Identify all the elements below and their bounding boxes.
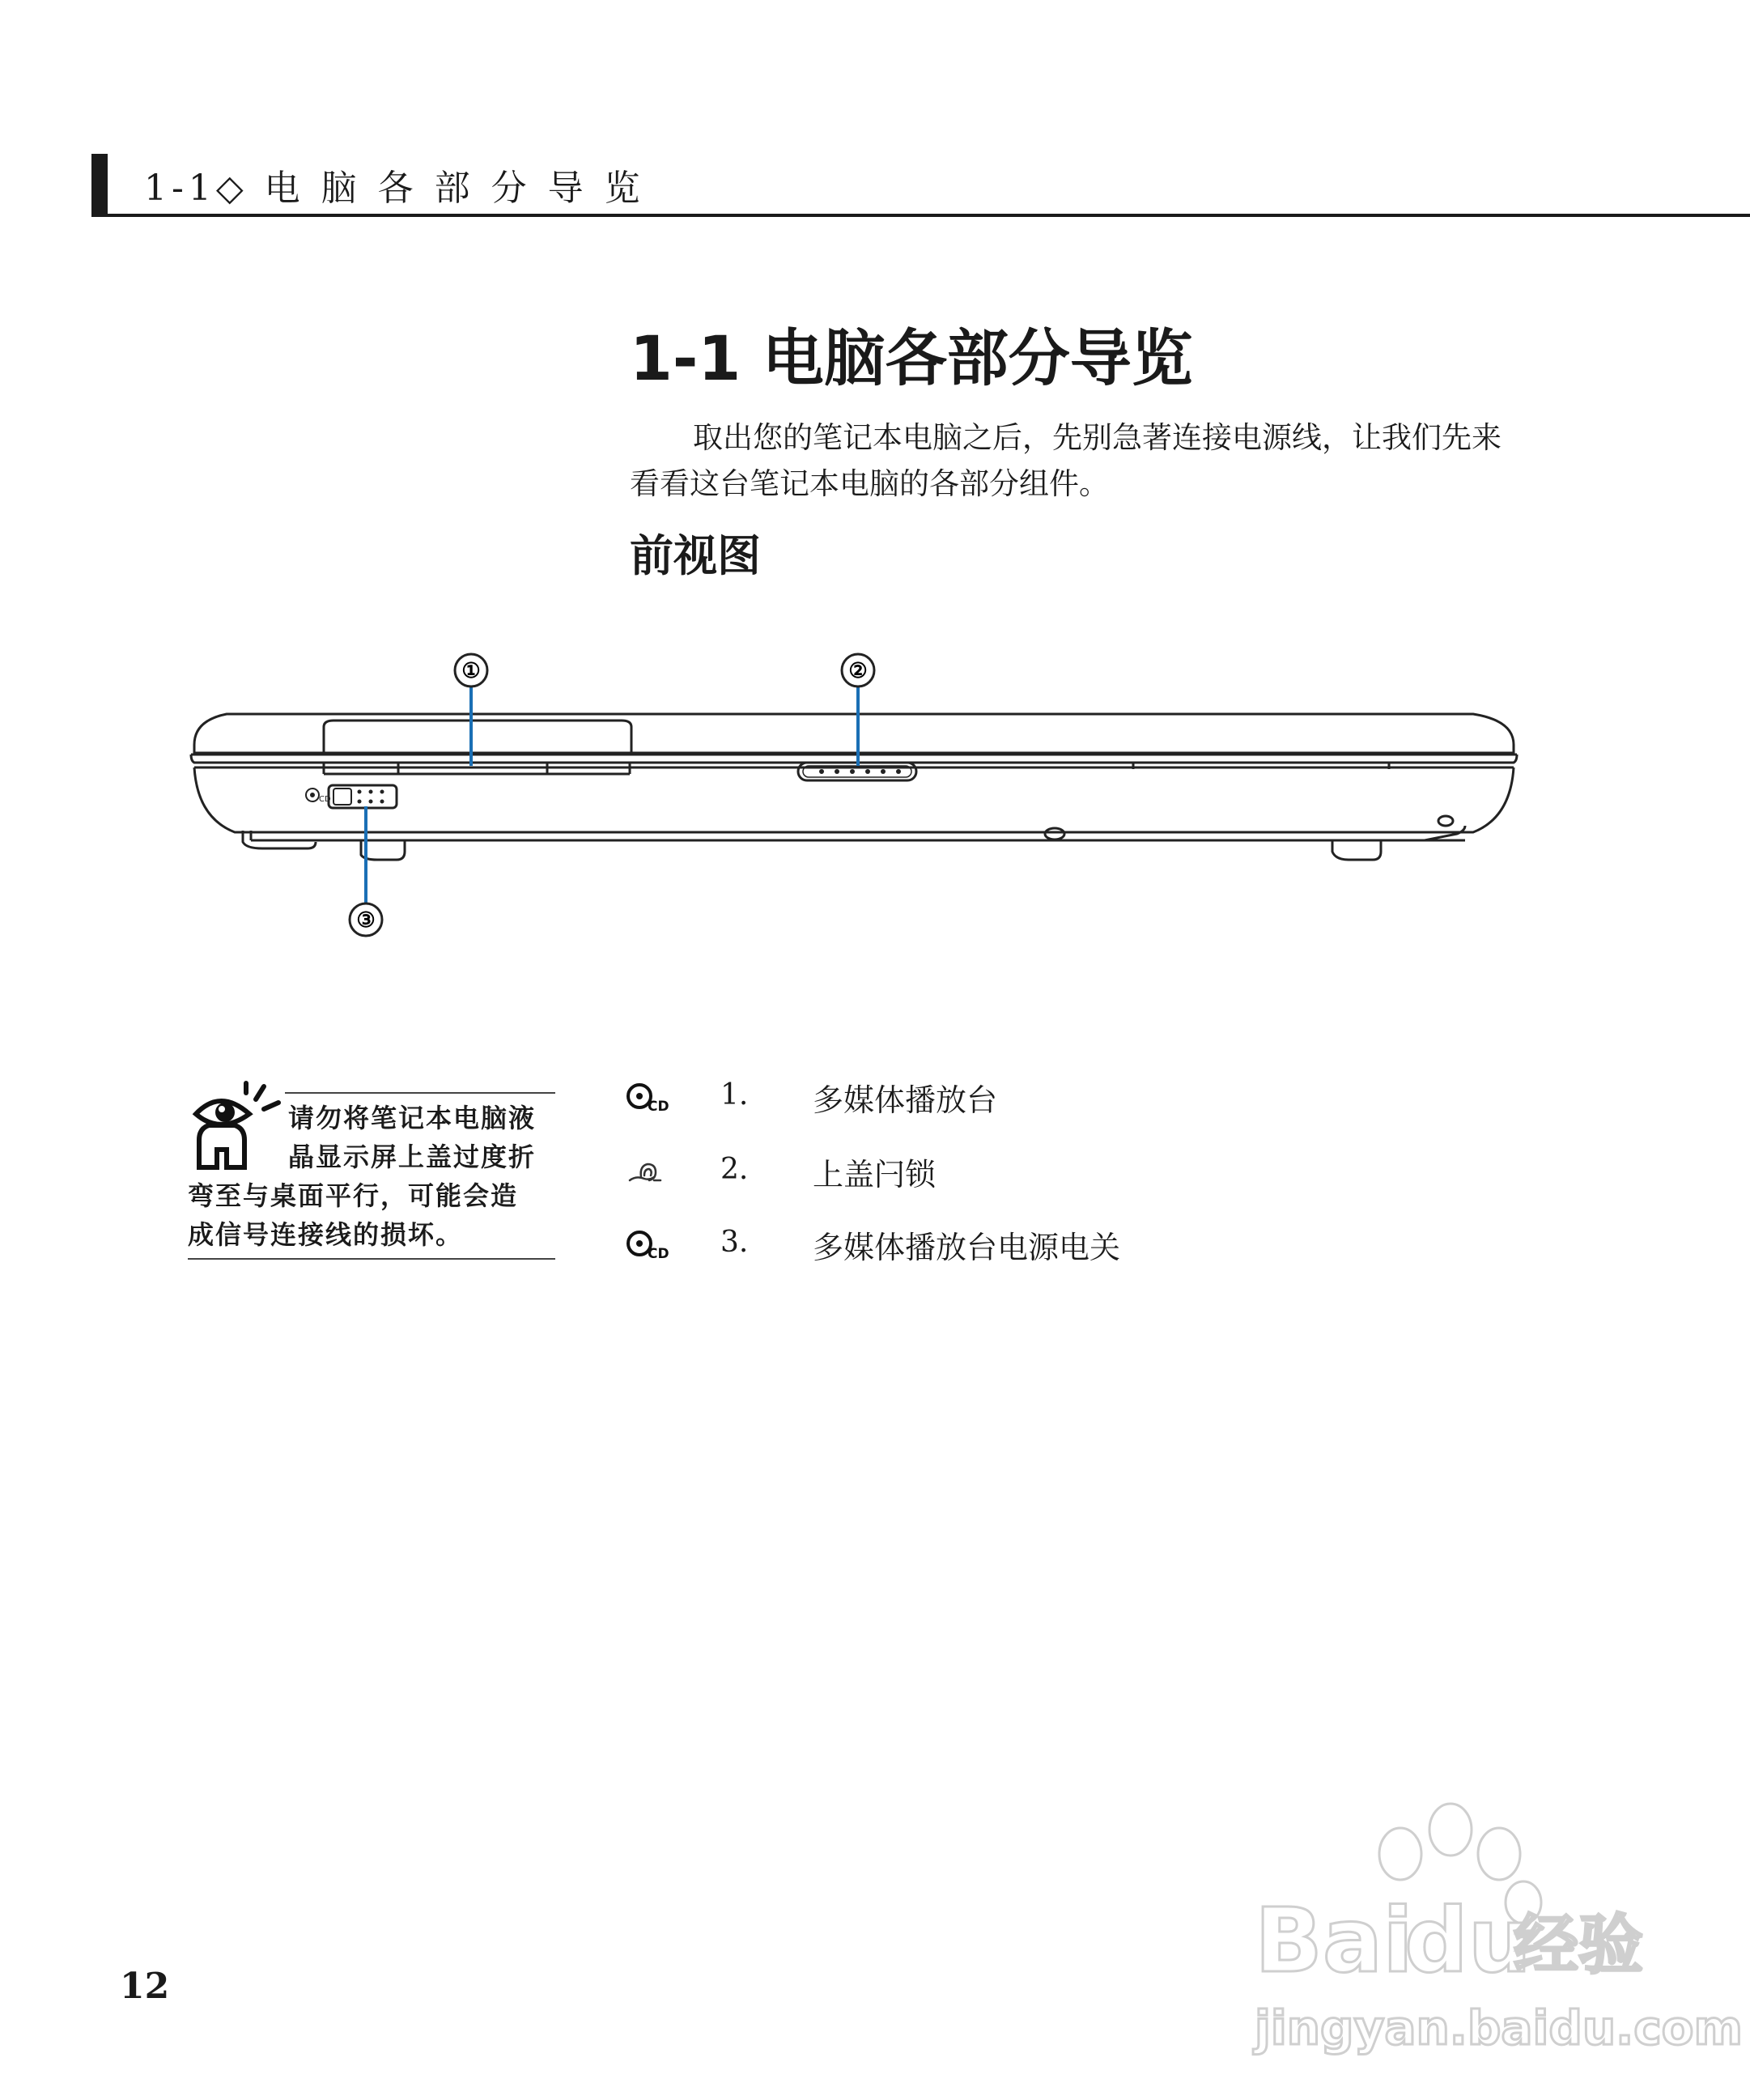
legend-number: 2. (720, 1153, 749, 1186)
laptop-front-view-diagram (162, 640, 1554, 947)
lid-latch-icon (625, 1151, 682, 1192)
legend-item-2 (625, 1150, 1353, 1198)
section-title: 前视图 (630, 529, 761, 581)
notice-top-rule (285, 1092, 555, 1094)
svg-text:CD: CD (319, 795, 331, 804)
baidu-jingyan-watermark (1238, 1797, 1743, 2072)
svg-text:du: du (1404, 1889, 1532, 1992)
switch-cd-icon (306, 789, 319, 801)
notice-text-line: 成信号连接线的损坏。 (188, 1219, 464, 1250)
cd-icon (625, 1077, 682, 1117)
eye-person-icon (188, 1082, 285, 1171)
foot-right (1332, 840, 1381, 860)
callout-1: ① (461, 659, 481, 683)
lid-panel (324, 721, 631, 753)
legend-item-3 (625, 1222, 1353, 1271)
legend-label: 上盖闩锁 (813, 1157, 937, 1192)
cd-icon (625, 1224, 682, 1265)
front-led (1045, 828, 1064, 840)
svg-text:CD: CD (648, 1099, 669, 1115)
legend-item-1 (625, 1075, 1353, 1124)
header-rule (91, 214, 1750, 217)
page-title: 1-1 电脑各部分导览 (630, 322, 1193, 394)
notice-text-line: 请勿将笔记本电脑液 (288, 1103, 537, 1133)
svg-text:Bai: Bai (1255, 1889, 1413, 1992)
callout-3: ③ (356, 908, 376, 933)
page-number: 12 (120, 1966, 170, 2007)
front-led-right (1438, 816, 1453, 826)
header-bar (91, 154, 108, 217)
running-header: 1-1◇ 电 脑 各 部 分 导 览 (144, 168, 645, 209)
svg-text:CD: CD (648, 1246, 669, 1262)
notice-text-line: 弯至与桌面平行，可能会造 (188, 1180, 519, 1211)
legend-label: 多媒体播放台 (813, 1082, 998, 1118)
notice-text-line: 晶显示屏上盖过度折 (288, 1141, 537, 1172)
legend-number: 3. (720, 1226, 749, 1259)
legend-number: 1. (720, 1078, 749, 1112)
legend-label: 多媒体播放台电源电关 (813, 1230, 1121, 1265)
foot-left-2 (361, 840, 405, 860)
svg-text:经验: 经验 (1514, 1907, 1643, 1983)
callout-2: ② (848, 659, 868, 683)
intro-paragraph: 取出您的笔记本电脑之后，先别急著连接电源线，让我们先来看看这台笔记本电脑的各部分组件。 (630, 420, 1502, 501)
notice-bottom-rule (188, 1258, 555, 1260)
svg-text:jingyan.baidu.com: jingyan.baidu.com (1255, 2000, 1743, 2055)
